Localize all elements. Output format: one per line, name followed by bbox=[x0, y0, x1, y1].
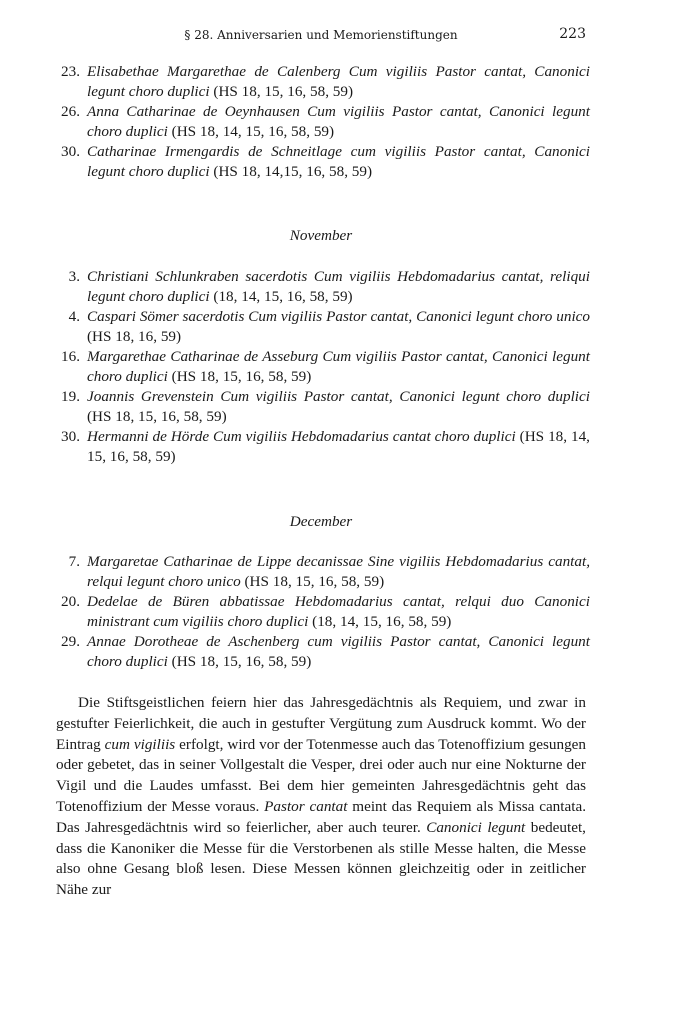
entry-name: Hermanni de Hörde Cum vigiliis Hebdomadarius cantat choro duplici bbox=[87, 428, 516, 445]
entry-name: Anna Catharinae de Oeynhausen Cum vigiliis Pastor cantat, Canonici legunt choro duplici bbox=[87, 103, 590, 140]
entry-day: 4. bbox=[68, 308, 80, 325]
entry-day: 7. bbox=[68, 553, 80, 570]
entry-refs: (18, 14, 15, 16, 58, 59) bbox=[213, 288, 353, 305]
paragraph-run: meint das Requiem als Missa cantata. Das Jahresgedächtnis wird so feierlicher, aber auch teurer. bbox=[56, 797, 586, 836]
entry-refs: (HS 18, 15, 16, 58, 59) bbox=[87, 408, 227, 425]
list-item bbox=[50, 347, 590, 387]
entry-refs: (HS 18, 16, 59) bbox=[87, 328, 182, 345]
list-item bbox=[50, 307, 590, 347]
entry-refs: (HS 18, 14,15, 16, 58, 59) bbox=[213, 163, 373, 180]
list-item bbox=[50, 102, 590, 142]
entry-name: Caspari Sömer sacerdotis Cum vigiliis Pastor cantat, Canonici legunt choro unico bbox=[87, 308, 590, 325]
running-title: § 28. Anniversarien und Memorienstiftungen bbox=[184, 28, 458, 42]
entry-day: 23. bbox=[61, 63, 80, 80]
entry-name: Elisabethae Margarethae de Calenberg Cum vigiliis Pastor cantat, Canonici legunt choro duplici bbox=[87, 63, 590, 100]
paragraph-run-italic: Canonici legunt bbox=[426, 818, 526, 836]
entry-day: 20. bbox=[61, 593, 80, 610]
paragraph-run-italic: Pastor cantat bbox=[264, 797, 348, 815]
list-item bbox=[50, 552, 590, 592]
list-item bbox=[50, 267, 590, 307]
page-number: 223 bbox=[559, 26, 586, 42]
entry-name: Christiani Schlunkraben sacerdotis Cum vigiliis Hebdomadarius cantat, reliqui legunt choro duplici bbox=[87, 268, 590, 305]
entry-refs: (HS 18, 14, 15, 16, 58, 59) bbox=[171, 123, 335, 140]
december-entry-list bbox=[50, 552, 590, 672]
entry-refs: (HS 18, 15, 16, 58, 59) bbox=[213, 83, 354, 100]
paragraph-run: Die Stiftsgeistlichen feiern hier das Jahresgedächtnis als Requiem, und zwar in gestufter Feierlichkeit, die auch in gestufter Vergütung zum Ausdruck kommt. Wo der Eintrag bbox=[56, 694, 586, 753]
list-item bbox=[50, 427, 590, 467]
entry-day: 3. bbox=[68, 268, 80, 285]
october-entry-list bbox=[50, 62, 590, 182]
entry-refs: (HS 18, 15, 16, 58, 59) bbox=[244, 573, 385, 590]
entry-day: 16. bbox=[61, 348, 80, 365]
entry-day: 30. bbox=[61, 143, 80, 160]
month-heading-november: November bbox=[289, 227, 353, 244]
entry-day: 26. bbox=[61, 103, 80, 120]
paragraph-run-italic: cum vigiliis bbox=[104, 735, 176, 753]
paragraph-run: erfolgt, wird vor der Totenmesse auch das Totenoffizium gesungen oder gebetet, das in seiner Vollgestalt die Vesper, drei oder auch nur eine Nokturne der Vigil und die Laudes umfasst. Bei dem hier gemeinten Jahresgedächtnis geht das Totenoffizium der Messe voraus. bbox=[56, 735, 586, 815]
list-item bbox=[50, 387, 590, 427]
body-paragraph bbox=[56, 693, 586, 901]
entry-name: Catharinae Irmengardis de Schneitlage cum vigiliis Pastor cantat, Canonici legunt choro duplici bbox=[87, 143, 590, 180]
list-item bbox=[50, 592, 590, 632]
entry-day: 30. bbox=[61, 428, 80, 445]
list-item bbox=[50, 632, 590, 672]
november-entry-list bbox=[50, 267, 590, 467]
entry-name: Margarethae Catharinae de Asseburg Cum vigiliis Pastor cantat, Canonici legunt choro duplici bbox=[87, 348, 590, 385]
entry-day: 29. bbox=[61, 633, 80, 650]
entry-name: Joannis Grevenstein Cum vigiliis Pastor cantat, Canonici legunt choro duplici bbox=[87, 388, 590, 405]
month-heading-december: December bbox=[289, 513, 353, 530]
list-item bbox=[50, 62, 590, 102]
entry-refs: (HS 18, 15, 16, 58, 59) bbox=[171, 653, 312, 670]
paragraph-run: bedeutet, dass die Kanoniker die Messe für die Verstorbenen als stille Messe halten, die Messe also ohne Gesang bloß lesen. Diese Messen können gleichzeitig oder in zeitlicher Nähe zur bbox=[56, 818, 586, 899]
entry-day: 19. bbox=[61, 388, 80, 405]
page-header bbox=[56, 26, 586, 46]
entry-refs: (18, 14, 15, 16, 58, 59) bbox=[312, 613, 452, 630]
entry-name: Annae Dorotheae de Aschenberg cum vigiliis Pastor cantat, Canonici legunt choro duplici bbox=[87, 633, 590, 670]
entry-name: Margaretae Catharinae de Lippe decanissae Sine vigiliis Hebdomadarius cantat, relqui legunt choro unico bbox=[87, 553, 590, 590]
entry-refs: (HS 18, 14, 15, 16, 58, 59) bbox=[87, 428, 590, 465]
entry-name: Dedelae de Büren abbatissae Hebdomadarius cantat, relqui duo Canonici ministrant cum vigiliis choro duplici bbox=[87, 593, 590, 630]
list-item bbox=[50, 142, 590, 182]
entry-refs: (HS 18, 15, 16, 58, 59) bbox=[171, 368, 312, 385]
